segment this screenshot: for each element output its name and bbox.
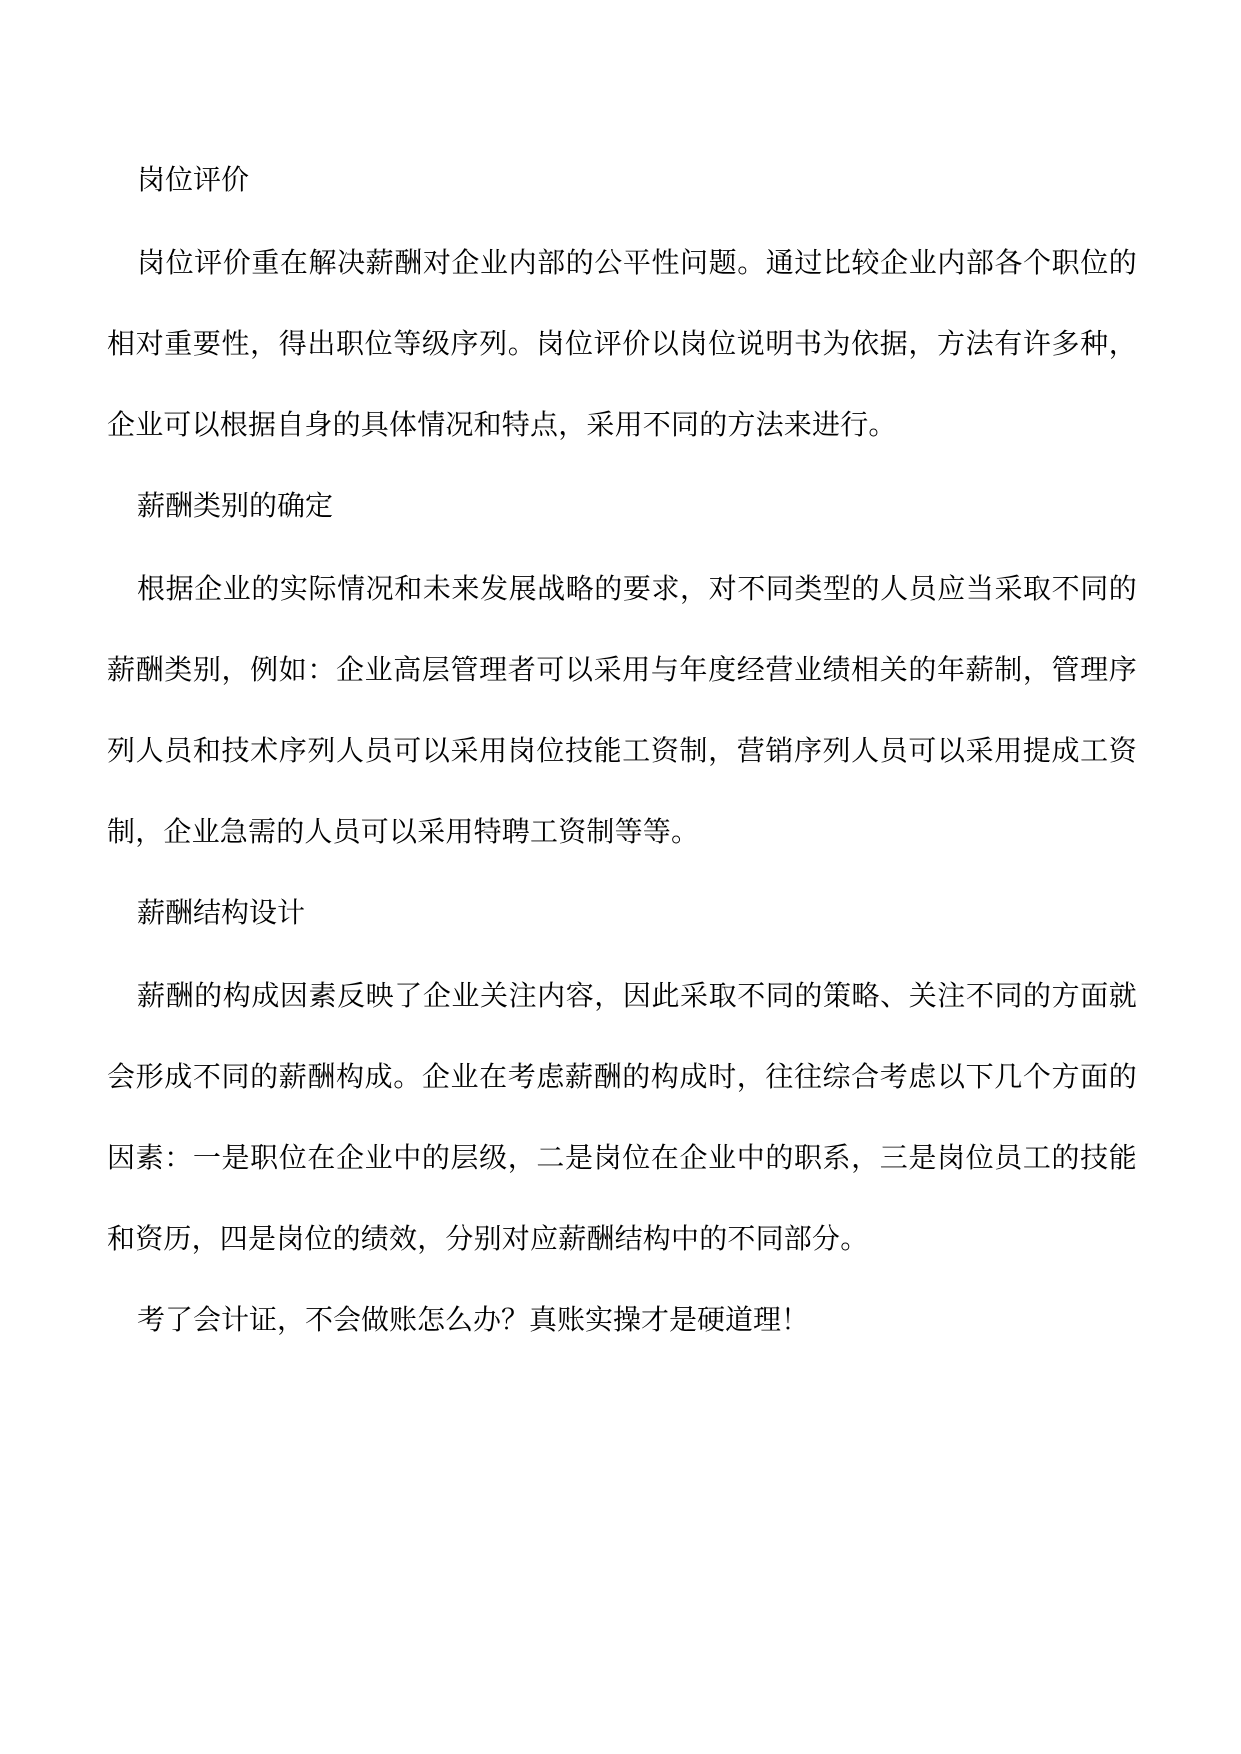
section-heading-pay-structure: 薪酬结构设计 bbox=[137, 896, 306, 929]
section-heading-job-evaluation: 岗位评价 bbox=[137, 163, 250, 196]
section-body-pay-category: 根据企业的实际情况和未来发展战略的要求，对不同类型的人员应当采取不同的薪酬类别，例如：企业高层管理者可以采用与年度经营业绩相关的年薪制，管理序列人员和技术序列人员可以采用岗位技能工资制，营销序列人员可以采用提成工资制，企业急需的人员可以采用特聘工资制等等。 bbox=[107, 572, 1137, 848]
closing-line: 考了会计证，不会做账怎么办？真账实操才是硬道理！ bbox=[137, 1303, 810, 1336]
document-body bbox=[107, 160, 1137, 1382]
section-body-job-evaluation: 岗位评价重在解决薪酬对企业内部的公平性问题。通过比较企业内部各个职位的相对重要性，得出职位等级序列。岗位评价以岗位说明书为依据，方法有许多种，企业可以根据自身的具体情况和特点，采用不同的方法来进行。 bbox=[107, 246, 1137, 441]
section-body-pay-structure: 薪酬的构成因素反映了企业关注内容，因此采取不同的策略、关注不同的方面就会形成不同的薪酬构成。企业在考虑薪酬的构成时，往往综合考虑以下几个方面的因素：一是职位在企业中的层级，二是岗位在企业中的职系，三是岗位员工的技能和资历，四是岗位的绩效，分别对应薪酬结构中的不同部分。 bbox=[107, 979, 1137, 1255]
section-heading-pay-category: 薪酬类别的确定 bbox=[137, 489, 334, 522]
